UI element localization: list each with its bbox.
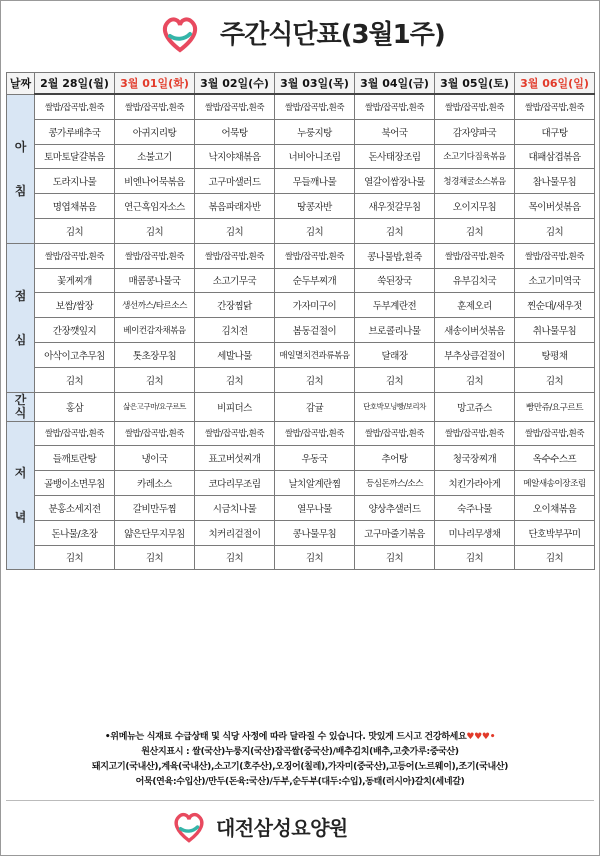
breakfast-item: 열갈이쌈장나물	[355, 169, 435, 194]
date-header-6: 3월 06일(일)	[515, 73, 595, 95]
breakfast-item: 도라지나물	[35, 169, 115, 194]
breakfast-item: 누룽지탕	[275, 119, 355, 144]
heart-logo-icon	[172, 810, 206, 844]
snack-item: 망고쥬스	[435, 392, 515, 421]
date-header-4: 3월 04일(금)	[355, 73, 435, 95]
lunch-item: 세발나물	[195, 342, 275, 367]
dinner-item: 분홍소세지전	[35, 495, 115, 520]
breakfast-item: 땅콩자반	[275, 194, 355, 219]
lunch-row	[7, 268, 595, 293]
breakfast-row	[7, 169, 595, 194]
dinner-row	[7, 446, 595, 471]
lunch-label-char-1: 점	[14, 288, 27, 303]
brand-name: 대전삼성요양원	[216, 816, 348, 840]
breakfast-row	[7, 119, 595, 144]
breakfast-item: 대구탕	[515, 119, 595, 144]
breakfast-item: 참나물무침	[515, 169, 595, 194]
breakfast-item: 돈사태장조림	[355, 144, 435, 169]
snack-label-char-1: 간	[14, 392, 27, 407]
breakfast-item: 쌀밥/잡곡밥,흰죽	[435, 94, 515, 119]
notice-line	[6, 730, 594, 745]
heart-logo-icon	[160, 14, 200, 54]
dinner-item: 김치	[435, 545, 515, 570]
breakfast-item: 김치	[355, 218, 435, 243]
lunch-item: 유부김치국	[435, 268, 515, 293]
breakfast-item: 어묵탕	[195, 119, 275, 144]
lunch-row	[7, 342, 595, 367]
lunch-item: 순두부찌개	[275, 268, 355, 293]
dinner-item: 김치	[35, 545, 115, 570]
breakfast-item: 명엽채볶음	[35, 194, 115, 219]
breakfast-item: 무들깨나물	[275, 169, 355, 194]
dinner-item: 쌀밥/잡곡밥,흰죽	[355, 421, 435, 446]
dinner-label	[7, 421, 35, 570]
breakfast-item: 대패삼겹볶음	[515, 144, 595, 169]
lunch-item: 쌀밥/잡곡밥,흰죽	[435, 243, 515, 268]
breakfast-item: 콩가루배추국	[35, 119, 115, 144]
breakfast-item: 연근흑임자소스	[115, 194, 195, 219]
breakfast-item: 소불고기	[115, 144, 195, 169]
dinner-item: 청국장찌개	[435, 446, 515, 471]
breakfast-item: 김치	[435, 218, 515, 243]
dinner-item: 김치	[115, 545, 195, 570]
breakfast-item: 북어국	[355, 119, 435, 144]
lunch-item: 아삭이고추무침	[35, 342, 115, 367]
breakfast-row	[7, 218, 595, 243]
lunch-item: 김치	[355, 367, 435, 392]
date-header-row	[7, 73, 595, 95]
breakfast-item: 비엔나어묵볶음	[115, 169, 195, 194]
lunch-item: 소고기미역국	[515, 268, 595, 293]
lunch-label	[7, 243, 35, 392]
dinner-item: 미나리무생채	[435, 520, 515, 545]
lunch-item: 새송이버섯볶음	[435, 318, 515, 343]
lunch-item: 김치	[35, 367, 115, 392]
breakfast-item: 김치	[275, 218, 355, 243]
snack-item: 비피더스	[195, 392, 275, 421]
dinner-item: 쌀밥/잡곡밥,흰죽	[35, 421, 115, 446]
lunch-item: 김치전	[195, 318, 275, 343]
dinner-label-char-2: 녁	[14, 510, 27, 525]
breakfast-item: 쌀밥/잡곡밥,흰죽	[275, 94, 355, 119]
lunch-item: 소고기무국	[195, 268, 275, 293]
lunch-item: 간장깻잎지	[35, 318, 115, 343]
breakfast-row	[7, 144, 595, 169]
date-header-5: 3월 05일(토)	[435, 73, 515, 95]
lunch-item: 김치	[515, 367, 595, 392]
breakfast-item: 김치	[195, 218, 275, 243]
breakfast-item: 김치	[115, 218, 195, 243]
dinner-item: 쌀밥/잡곡밥,흰죽	[515, 421, 595, 446]
breakfast-item: 쌀밥/잡곡밥,흰죽	[355, 94, 435, 119]
dinner-item: 김치	[275, 545, 355, 570]
lunch-item: 두부계란전	[355, 293, 435, 318]
dinner-item: 갈비만두찜	[115, 495, 195, 520]
brand-footer	[0, 808, 600, 848]
lunch-row	[7, 293, 595, 318]
dinner-item: 쌀밥/잡곡밥,흰죽	[115, 421, 195, 446]
dinner-item: 열무나물	[275, 495, 355, 520]
breakfast-label-char-1: 아	[14, 139, 27, 154]
menu-table	[6, 72, 595, 570]
lunch-item: 꽃게찌개	[35, 268, 115, 293]
snack-item: 감귤	[275, 392, 355, 421]
breakfast-item: 볶음파래자반	[195, 194, 275, 219]
dinner-item: 냉이국	[115, 446, 195, 471]
lunch-item: 봄동겉절이	[275, 318, 355, 343]
dinner-row	[7, 495, 595, 520]
lunch-item: 김치	[435, 367, 515, 392]
date-header-0: 2월 28일(월)	[35, 73, 115, 95]
dinner-item: 카레소스	[115, 471, 195, 496]
lunch-row	[7, 318, 595, 343]
snack-item: 홍삼	[35, 392, 115, 421]
lunch-item: 톳초장무침	[115, 342, 195, 367]
snack-item: 빵만쥬/요구르트	[515, 392, 595, 421]
lunch-item: 쌀밥/잡곡밥,흰죽	[35, 243, 115, 268]
breakfast-item: 토마토달걀볶음	[35, 144, 115, 169]
lunch-item: 취나물무침	[515, 318, 595, 343]
breakfast-label-char-2: 침	[14, 183, 27, 198]
lunch-item: 김치	[115, 367, 195, 392]
lunch-item: 간장찜닭	[195, 293, 275, 318]
dinner-item: 양상추샐러드	[355, 495, 435, 520]
breakfast-item: 낙지야채볶음	[195, 144, 275, 169]
snack-label-char-2: 식	[14, 405, 27, 420]
lunch-item: 쌀밥/잡곡밥,흰죽	[115, 243, 195, 268]
dinner-item: 메알새송이장조림	[515, 471, 595, 496]
dinner-item: 날치알계란찜	[275, 471, 355, 496]
lunch-item: 쌀밥/잡곡밥,흰죽	[195, 243, 275, 268]
dinner-item: 쌀밥/잡곡밥,흰죽	[275, 421, 355, 446]
breakfast-label	[7, 94, 35, 243]
dinner-item: 치킨가라아게	[435, 471, 515, 496]
date-header-1: 3월 01일(화)	[115, 73, 195, 95]
dinner-item: 치커리겉절이	[195, 520, 275, 545]
dinner-item: 고구마줄기볶음	[355, 520, 435, 545]
breakfast-item: 쌀밥/잡곡밥,흰죽	[195, 94, 275, 119]
dinner-item: 단호박부꾸미	[515, 520, 595, 545]
breakfast-item: 오이지무침	[435, 194, 515, 219]
breakfast-item: 고구마샐러드	[195, 169, 275, 194]
breakfast-item: 소고기다짐육볶음	[435, 144, 515, 169]
lunch-item: 콩나물밥,흰죽	[355, 243, 435, 268]
lunch-row	[7, 367, 595, 392]
dinner-item: 김치	[195, 545, 275, 570]
dinner-item: 김치	[515, 545, 595, 570]
lunch-item: 김치	[195, 367, 275, 392]
lunch-item: 생선까스/타르소스	[115, 293, 195, 318]
breakfast-item: 쌀밥/잡곡밥,흰죽	[35, 94, 115, 119]
dinner-item: 옥수수스프	[515, 446, 595, 471]
breakfast-item: 김치	[515, 218, 595, 243]
dinner-item: 코다리무조림	[195, 471, 275, 496]
dinner-row	[7, 520, 595, 545]
dinner-label-char-1: 저	[14, 466, 27, 481]
lunch-item: 가자미구이	[275, 293, 355, 318]
breakfast-item: 너비아니조림	[275, 144, 355, 169]
lunch-item: 쌀밥/잡곡밥,흰죽	[275, 243, 355, 268]
breakfast-row	[7, 94, 595, 119]
dinner-row	[7, 421, 595, 446]
page-title: 주간식단표(3월1주)	[220, 20, 445, 50]
dinner-item: 등심돈까스/소스	[355, 471, 435, 496]
lunch-item: 부추상큼겉절이	[435, 342, 515, 367]
lunch-item: 매일멸치견과류볶음	[275, 342, 355, 367]
breakfast-item: 새우젓갈무침	[355, 194, 435, 219]
lunch-item: 보쌈/쌈장	[35, 293, 115, 318]
footer-notes	[6, 730, 594, 790]
header	[0, 0, 600, 70]
dinner-item: 표고버섯찌개	[195, 446, 275, 471]
dinner-item: 얇은단무지무침	[115, 520, 195, 545]
origin-line-3: 어묵(연육:수입산)/만두(돈육:국산)/두부,순두부(대두:수입),동태(러시아)갈치(세네갈)	[135, 777, 465, 787]
date-corner-label: 날짜	[7, 73, 35, 95]
lunch-item: 베이컨감자채볶음	[115, 318, 195, 343]
breakfast-item: 아귀지리탕	[115, 119, 195, 144]
date-header-2: 3월 02일(수)	[195, 73, 275, 95]
dinner-item: 시금치나물	[195, 495, 275, 520]
lunch-row	[7, 243, 595, 268]
dinner-item: 쌀밥/잡곡밥,흰죽	[435, 421, 515, 446]
date-header-3: 3월 03일(목)	[275, 73, 355, 95]
dinner-item: 숙주나물	[435, 495, 515, 520]
lunch-item: 브로콜리나물	[355, 318, 435, 343]
dinner-item: 콩나물무침	[275, 520, 355, 545]
dinner-item: 오이채볶음	[515, 495, 595, 520]
dinner-item: 쌀밥/잡곡밥,흰죽	[195, 421, 275, 446]
breakfast-item: 청경채굴소스볶음	[435, 169, 515, 194]
lunch-item: 탕평채	[515, 342, 595, 367]
lunch-item: 달래장	[355, 342, 435, 367]
breakfast-item: 감자양파국	[435, 119, 515, 144]
dinner-item: 골뱅이소면무침	[35, 471, 115, 496]
footer-divider	[6, 800, 594, 801]
dinner-item: 김치	[355, 545, 435, 570]
snack-row	[7, 392, 595, 421]
snack-label	[7, 392, 35, 421]
hearts-icon: ♥♥♥•	[466, 732, 496, 742]
notice-text: •위메뉴는 식재료 수급상태 및 식당 사정에 따라 달라질 수 있습니다. 맛있게 드시고 건강하세요	[104, 732, 467, 742]
lunch-item: 찐순대/새우젓	[515, 293, 595, 318]
dinner-row	[7, 471, 595, 496]
breakfast-row	[7, 194, 595, 219]
snack-item: 삶은고구마/요구르트	[115, 392, 195, 421]
origin-line-1: 원산지표시 : 쌀(국산)누룽지(국산)잡곡쌀(중국산)/배추김치(배추,고춧가루:중국산)	[141, 747, 459, 757]
lunch-item: 김치	[275, 367, 355, 392]
dinner-item: 들깨토란탕	[35, 446, 115, 471]
snack-item: 단호박모닝빵/보리차	[355, 392, 435, 421]
breakfast-item: 김치	[35, 218, 115, 243]
lunch-item: 훈제오리	[435, 293, 515, 318]
lunch-item: 매콤콩나물국	[115, 268, 195, 293]
dinner-item: 우동국	[275, 446, 355, 471]
breakfast-item: 쌀밥/잡곡밥,흰죽	[515, 94, 595, 119]
lunch-item: 쌀밥/잡곡밥,흰죽	[515, 243, 595, 268]
lunch-item: 쑥된장국	[355, 268, 435, 293]
dinner-item: 추어탕	[355, 446, 435, 471]
dinner-item: 돈나물/초장	[35, 520, 115, 545]
dinner-row	[7, 545, 595, 570]
origin-line-2: 돼지고기(국내산),계육(국내산),소고기(호주산),오징어(칠레),가자미(중국산),고등어(노르웨이),조기(국내산)	[91, 762, 509, 772]
breakfast-item: 쌀밥/잡곡밥,흰죽	[115, 94, 195, 119]
breakfast-item: 목이버섯볶음	[515, 194, 595, 219]
lunch-label-char-2: 심	[14, 332, 27, 347]
